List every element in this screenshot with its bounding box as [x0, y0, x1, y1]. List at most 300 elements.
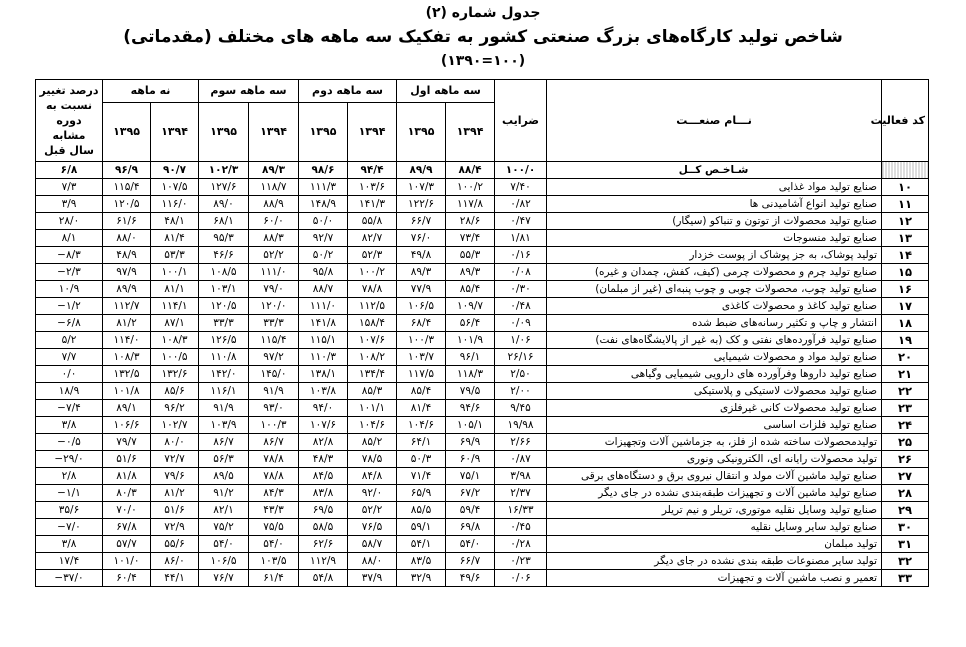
q3-1394-value: ۱۴۵/۰ — [249, 366, 299, 383]
header-pct-change: درصد تغییر نسبت به دوره مشابه سال قبل — [36, 80, 103, 162]
pct-change-value: ۲/۸ — [36, 468, 103, 485]
industry-name: صنایع تولید محصولات لاستیکی و پلاستیکی — [547, 383, 882, 400]
9m-1395-value: ۱۰۸/۳ — [103, 349, 151, 366]
9m-1395-value: ۸۹/۱ — [103, 400, 151, 417]
q3-1395-value: ۸۶/۷ — [199, 434, 249, 451]
q1-1395-value: ۱۰۶/۵ — [397, 298, 446, 315]
q3-1394-value: ۹۷/۲ — [249, 349, 299, 366]
industry-name: تولید مبلمان — [547, 536, 882, 553]
activity-code: ۲۰ — [882, 349, 929, 366]
q2-1394-value: ۱۰۱/۱ — [348, 400, 397, 417]
9m-1394-value: ۷۲/۷ — [151, 451, 199, 468]
q3-1395-value: ۹۱/۹ — [199, 400, 249, 417]
q1-1394-value: ۱۰۹/۷ — [446, 298, 495, 315]
table-row — [36, 400, 929, 417]
9m-1395-value: ۱۳۲/۵ — [103, 366, 151, 383]
coefficient: ۱۰۰/۰ — [495, 162, 547, 179]
activity-code: ۱۸ — [882, 315, 929, 332]
q3-1394-value: ۷۸/۸ — [249, 468, 299, 485]
9m-1395-value: ۸۱/۲ — [103, 315, 151, 332]
q3-1395-value: ۸۲/۱ — [199, 502, 249, 519]
q2-1395-value: ۵۰/۲ — [299, 247, 348, 264]
industrial-index-table — [35, 79, 929, 587]
q1-1394-value: ۷۵/۱ — [446, 468, 495, 485]
q3-1394-value: ۶۰/۰ — [249, 213, 299, 230]
coefficient: ۰/۳۰ — [495, 281, 547, 298]
q2-1394-value: ۸۴/۸ — [348, 468, 397, 485]
9m-1395-value: ۹۷/۹ — [103, 264, 151, 281]
q3-1395-value: ۱۰۳/۱ — [199, 281, 249, 298]
q1-1395-value: ۸۹/۳ — [397, 264, 446, 281]
q3-1395-value: ۸۹/۵ — [199, 468, 249, 485]
q2-1394-value: ۸۲/۷ — [348, 230, 397, 247]
table-row — [36, 332, 929, 349]
q1-1395-value: ۸۵/۴ — [397, 383, 446, 400]
table-row — [36, 230, 929, 247]
pct-change-value: ۳/۹ — [36, 196, 103, 213]
coefficient: ۰/۰۹ — [495, 315, 547, 332]
q3-1394-value: ۶۱/۴ — [249, 570, 299, 587]
q1-1394-value: ۶۹/۹ — [446, 434, 495, 451]
industry-name: تعمیر و نصب ماشین آلات و تجهیزات — [547, 570, 882, 587]
q1-1394-value: ۵۴/۰ — [446, 536, 495, 553]
industry-name: صنایع تولید وسایل نقلیه موتوری، تریلر و نیم تریلر — [547, 502, 882, 519]
q1-1394-value: ۱۱۸/۳ — [446, 366, 495, 383]
header-code: کد فعالیت — [882, 80, 929, 162]
q1-1395-value: ۶۵/۹ — [397, 485, 446, 502]
9m-1395-value: ۱۰۶/۶ — [103, 417, 151, 434]
table-body — [36, 162, 929, 587]
9m-1395-value: ۸۹/۹ — [103, 281, 151, 298]
activity-code: ۱۷ — [882, 298, 929, 315]
coefficient: ۰/۰۸ — [495, 264, 547, 281]
q1-1394-value: ۵۹/۴ — [446, 502, 495, 519]
q3-1395-value: ۷۶/۷ — [199, 570, 249, 587]
industry-name: صنایع تولید فرآورده‌های نفتی و کک (به غیر از پالایشگاه‌های نفت) — [547, 332, 882, 349]
industry-name: تولیدمحصولات ساخته شده از فلز، به جزماشین آلات وتجهیزات — [547, 434, 882, 451]
q3-1394-value: ۸۶/۷ — [249, 434, 299, 451]
q1-1395-value: ۷۶/۰ — [397, 230, 446, 247]
activity-code: ۱۴ — [882, 247, 929, 264]
q2-1395-value: ۱۰۷/۶ — [299, 417, 348, 434]
industry-name: صنایع تولید داروها وفرآورده های دارویی شیمیایی وگیاهی — [547, 366, 882, 383]
q1-1395-value: ۱۰۴/۶ — [397, 417, 446, 434]
9m-1394-value: ۸۰/۰ — [151, 434, 199, 451]
q1-1394-value: ۷۹/۵ — [446, 383, 495, 400]
activity-code: ۳۳ — [882, 570, 929, 587]
table-row — [36, 247, 929, 264]
table-row — [36, 468, 929, 485]
industry-name: صنایع تولید ماشین آلات مولد و انتقال نیروی برق و دستگاه‌های برقی — [547, 468, 882, 485]
q2-1394-value: ۸۵/۲ — [348, 434, 397, 451]
q2-1394-value: ۵۵/۸ — [348, 213, 397, 230]
9m-1394-value: ۱۰۸/۳ — [151, 332, 199, 349]
9m-1395-value: ۱۱۲/۷ — [103, 298, 151, 315]
q1-1394-value: ۴۹/۶ — [446, 570, 495, 587]
coefficient: ۲/۶۶ — [495, 434, 547, 451]
activity-code: ۲۲ — [882, 383, 929, 400]
9m-1394-value: ۱۰۲/۷ — [151, 417, 199, 434]
coefficient: ۰/۴۵ — [495, 519, 547, 536]
q3-1394-value: ۸۴/۳ — [249, 485, 299, 502]
q2-1394-value: ۵۸/۷ — [348, 536, 397, 553]
pct-change-value: ۶/۸− — [36, 315, 103, 332]
q1-1395-value: ۸۹/۹ — [397, 162, 446, 179]
total-row — [36, 162, 929, 179]
q3-1394-value: ۵۲/۲ — [249, 247, 299, 264]
q2-1394-value: ۱۳۴/۴ — [348, 366, 397, 383]
q1-1395-value: ۸۳/۵ — [397, 553, 446, 570]
table-title: شاخص تولید کارگاه‌های بزرگ صنعتی کشور به تفکیک سه ماهه های مختلف (مقدماتی) — [123, 27, 843, 47]
table-row — [36, 417, 929, 434]
q1-1394-value: ۱۱۷/۸ — [446, 196, 495, 213]
coefficient: ۲/۵۰ — [495, 366, 547, 383]
table-row — [36, 315, 929, 332]
table-row — [36, 485, 929, 502]
table-row — [36, 298, 929, 315]
industry-name: صنایع تولید محصولات از توتون و تنباکو (سیگار) — [547, 213, 882, 230]
q1-1395-value: ۱۲۲/۶ — [397, 196, 446, 213]
table-row — [36, 213, 929, 230]
q3-1395-value: ۸۹/۰ — [199, 196, 249, 213]
industry-name: تولید پوشاک، به جز پوشاک از پوست خزدار — [547, 247, 882, 264]
9m-1394-value: ۸۶/۰ — [151, 553, 199, 570]
coefficient: ۰/۸۷ — [495, 451, 547, 468]
9m-1394-value: ۱۰۰/۱ — [151, 264, 199, 281]
9m-1395-value: ۱۲۰/۵ — [103, 196, 151, 213]
industry-name: صنایع تولید ماشین آلات و تجهیزات طبقه‌بندی نشده در جای دیگر — [547, 485, 882, 502]
q3-1394-value: ۴۳/۳ — [249, 502, 299, 519]
q2-1395-value: ۹۲/۷ — [299, 230, 348, 247]
q2-1394-value: ۱۰۴/۶ — [348, 417, 397, 434]
coefficient: ۲۶/۱۶ — [495, 349, 547, 366]
9m-1394-value: ۱۱۶/۰ — [151, 196, 199, 213]
q2-1394-value: ۱۵۸/۴ — [348, 315, 397, 332]
activity-code: ۱۰ — [882, 179, 929, 196]
q2-1394-value: ۷۶/۵ — [348, 519, 397, 536]
9m-1394-value: ۴۴/۱ — [151, 570, 199, 587]
q2-1394-value: ۷۸/۵ — [348, 451, 397, 468]
q1-1395-value: ۱۰۳/۷ — [397, 349, 446, 366]
coefficient: ۱/۸۱ — [495, 230, 547, 247]
9m-1394-value: ۸۱/۴ — [151, 230, 199, 247]
q1-1395-value: ۷۷/۹ — [397, 281, 446, 298]
activity-code: ۱۵ — [882, 264, 929, 281]
q3-1395-value: ۹۵/۳ — [199, 230, 249, 247]
q3-1394-value: ۱۰۳/۵ — [249, 553, 299, 570]
q2-1394-value: ۸۵/۳ — [348, 383, 397, 400]
header-q3-1395: ۱۳۹۵ — [199, 103, 249, 162]
q3-1394-value: ۷۹/۰ — [249, 281, 299, 298]
q3-1395-value: ۱۱۰/۸ — [199, 349, 249, 366]
q2-1395-value: ۸۸/۷ — [299, 281, 348, 298]
q2-1394-value: ۷۸/۸ — [348, 281, 397, 298]
9m-1394-value: ۱۳۲/۶ — [151, 366, 199, 383]
industry-name: صنایع تولید مواد غذایی — [547, 179, 882, 196]
industry-name: صنایع تولید مواد و محصولات شیمیایی — [547, 349, 882, 366]
q2-1394-value: ۹۲/۰ — [348, 485, 397, 502]
coefficient: ۷/۴۰ — [495, 179, 547, 196]
table-row — [36, 502, 929, 519]
header-9month: نه ماهه — [103, 80, 199, 103]
industry-name: صنایع تولید سایر وسایل نقلیه — [547, 519, 882, 536]
pct-change-value: ۳۵/۶ — [36, 502, 103, 519]
9m-1394-value: ۵۳/۳ — [151, 247, 199, 264]
pct-change-value: ۸/۱ — [36, 230, 103, 247]
industry-name: صنایع تولید چوب، محصولات چوبی و چوب پنبه‌ای (غیر از مبلمان) — [547, 281, 882, 298]
q2-1394-value: ۱۰۸/۲ — [348, 349, 397, 366]
activity-code: ۱۲ — [882, 213, 929, 230]
q3-1394-value: ۸۸/۳ — [249, 230, 299, 247]
9m-1394-value: ۱۰۷/۵ — [151, 179, 199, 196]
q2-1394-value: ۱۰۷/۶ — [348, 332, 397, 349]
q3-1394-value: ۹۱/۹ — [249, 383, 299, 400]
q3-1395-value: ۱۰۳/۹ — [199, 417, 249, 434]
q2-1395-value: ۹۸/۶ — [299, 162, 348, 179]
industry-name: انتشار و چاپ و تکثیر رسانه‌های ضبط شده — [547, 315, 882, 332]
q1-1395-value: ۸۱/۴ — [397, 400, 446, 417]
9m-1395-value: ۷۹/۷ — [103, 434, 151, 451]
coefficient: ۰/۲۳ — [495, 553, 547, 570]
q3-1394-value: ۱۲۰/۰ — [249, 298, 299, 315]
header-q1-1394: ۱۳۹۴ — [446, 103, 495, 162]
q1-1394-value: ۵۶/۴ — [446, 315, 495, 332]
coefficient: ۱۹/۹۸ — [495, 417, 547, 434]
q3-1394-value: ۹۳/۰ — [249, 400, 299, 417]
9m-1394-value: ۵۵/۶ — [151, 536, 199, 553]
q1-1394-value: ۶۷/۲ — [446, 485, 495, 502]
q3-1395-value: ۱۴۲/۰ — [199, 366, 249, 383]
q1-1394-value: ۲۸/۶ — [446, 213, 495, 230]
header-q2-1395: ۱۳۹۵ — [299, 103, 348, 162]
q3-1395-value: ۱۲۶/۵ — [199, 332, 249, 349]
industry-name: صنایع تولید منسوجات — [547, 230, 882, 247]
q3-1394-value: ۵۴/۰ — [249, 536, 299, 553]
q1-1394-value: ۹۶/۱ — [446, 349, 495, 366]
coefficient: ۱۶/۳۳ — [495, 502, 547, 519]
9m-1394-value: ۸۷/۱ — [151, 315, 199, 332]
q1-1394-value: ۸۸/۴ — [446, 162, 495, 179]
q2-1394-value: ۵۲/۳ — [348, 247, 397, 264]
industry-name: صنایع تولید انواع آشامیدنی ها — [547, 196, 882, 213]
9m-1394-value: ۸۱/۲ — [151, 485, 199, 502]
pct-change-value: ۳۷/۰− — [36, 570, 103, 587]
header-q3: سه ماهه سوم — [199, 80, 299, 103]
table-row — [36, 383, 929, 400]
q1-1395-value: ۱۰۰/۳ — [397, 332, 446, 349]
activity-code: ۱۹ — [882, 332, 929, 349]
q3-1395-value: ۹۱/۲ — [199, 485, 249, 502]
q3-1395-value: ۵۶/۳ — [199, 451, 249, 468]
activity-code: ۳۱ — [882, 536, 929, 553]
header-q2: سه ماهه دوم — [299, 80, 397, 103]
9m-1394-value: ۴۸/۱ — [151, 213, 199, 230]
activity-code: ۲۶ — [882, 451, 929, 468]
q2-1395-value: ۱۰۳/۸ — [299, 383, 348, 400]
q2-1395-value: ۱۱۱/۰ — [299, 298, 348, 315]
coefficient: ۱/۰۶ — [495, 332, 547, 349]
pct-change-value: ۱۸/۹ — [36, 383, 103, 400]
coefficient: ۰/۴۸ — [495, 298, 547, 315]
coefficient: ۰/۰۶ — [495, 570, 547, 587]
q1-1394-value: ۶۶/۷ — [446, 553, 495, 570]
pct-change-value: ۰/۰ — [36, 366, 103, 383]
coefficient: ۰/۲۸ — [495, 536, 547, 553]
table-row — [36, 196, 929, 213]
q2-1394-value: ۳۷/۹ — [348, 570, 397, 587]
q2-1395-value: ۸۲/۸ — [299, 434, 348, 451]
pct-change-value: ۲/۳− — [36, 264, 103, 281]
9m-1394-value: ۸۵/۶ — [151, 383, 199, 400]
q3-1395-value: ۱۲۰/۵ — [199, 298, 249, 315]
q2-1395-value: ۱۴۱/۸ — [299, 315, 348, 332]
9m-1395-value: ۵۷/۷ — [103, 536, 151, 553]
q3-1394-value: ۱۱۵/۴ — [249, 332, 299, 349]
activity-code: ۲۸ — [882, 485, 929, 502]
pct-change-value: ۵/۲ — [36, 332, 103, 349]
q2-1395-value: ۱۳۸/۱ — [299, 366, 348, 383]
activity-code: ۲۳ — [882, 400, 929, 417]
header-q3-1394: ۱۳۹۴ — [249, 103, 299, 162]
pct-change-value: ۲۹/۰− — [36, 451, 103, 468]
q1-1395-value: ۷۱/۴ — [397, 468, 446, 485]
q2-1394-value: ۵۲/۲ — [348, 502, 397, 519]
q2-1395-value: ۵۴/۸ — [299, 570, 348, 587]
activity-code: ۲۵ — [882, 434, 929, 451]
industry-name: صنایع تولید محصولات کانی غیرفلزی — [547, 400, 882, 417]
q2-1395-value: ۵۰/۰ — [299, 213, 348, 230]
q2-1394-value: ۹۴/۴ — [348, 162, 397, 179]
industry-name: صنایع تولید کاغذ و محصولات کاغذی — [547, 298, 882, 315]
q3-1395-value: ۴۶/۶ — [199, 247, 249, 264]
industry-name: تولید سایر مصنوعات طبقه بندی نشده در جای دیگر — [547, 553, 882, 570]
table-row — [36, 451, 929, 468]
table-row — [36, 366, 929, 383]
9m-1394-value: ۹۶/۲ — [151, 400, 199, 417]
coefficient: ۲/۳۷ — [495, 485, 547, 502]
q3-1395-value: ۱۲۷/۶ — [199, 179, 249, 196]
q1-1394-value: ۸۵/۴ — [446, 281, 495, 298]
pct-change-value: ۶/۸ — [36, 162, 103, 179]
pct-change-value: ۲۸/۰ — [36, 213, 103, 230]
coefficient: ۹/۴۵ — [495, 400, 547, 417]
q2-1394-value: ۱۰۳/۶ — [348, 179, 397, 196]
activity-code: ۲۷ — [882, 468, 929, 485]
q2-1395-value: ۸۴/۵ — [299, 468, 348, 485]
q1-1395-value: ۴۹/۸ — [397, 247, 446, 264]
q2-1395-value: ۱۱۱/۳ — [299, 179, 348, 196]
q3-1394-value: ۷۵/۵ — [249, 519, 299, 536]
q2-1395-value: ۹۴/۰ — [299, 400, 348, 417]
9m-1394-value: ۵۱/۶ — [151, 502, 199, 519]
9m-1395-value: ۸۱/۸ — [103, 468, 151, 485]
q3-1395-value: ۷۵/۲ — [199, 519, 249, 536]
table-row — [36, 553, 929, 570]
q3-1394-value: ۱۱۱/۰ — [249, 264, 299, 281]
q1-1394-value: ۶۰/۹ — [446, 451, 495, 468]
table-row — [36, 264, 929, 281]
coefficient: ۳/۹۸ — [495, 468, 547, 485]
activity-code: ۲۹ — [882, 502, 929, 519]
q3-1395-value: ۵۴/۰ — [199, 536, 249, 553]
table-row — [36, 281, 929, 298]
9m-1394-value: ۱۱۴/۱ — [151, 298, 199, 315]
q1-1394-value: ۷۳/۴ — [446, 230, 495, 247]
q1-1394-value: ۵۵/۳ — [446, 247, 495, 264]
q2-1395-value: ۱۱۲/۹ — [299, 553, 348, 570]
q2-1394-value: ۸۸/۰ — [348, 553, 397, 570]
q2-1394-value: ۱۰۰/۲ — [348, 264, 397, 281]
header-9m-1395: ۱۳۹۵ — [103, 103, 151, 162]
q2-1395-value: ۱۴۸/۹ — [299, 196, 348, 213]
table-row — [36, 570, 929, 587]
header-q1-1395: ۱۳۹۵ — [397, 103, 446, 162]
9m-1395-value: ۸۰/۳ — [103, 485, 151, 502]
table-number: جدول شماره (۲) — [425, 5, 541, 21]
activity-code: ۲۱ — [882, 366, 929, 383]
industry-name: شـاخـص کــل — [547, 162, 882, 179]
activity-code: ۳۲ — [882, 553, 929, 570]
9m-1395-value: ۱۱۵/۴ — [103, 179, 151, 196]
coefficient: ۰/۱۶ — [495, 247, 547, 264]
pct-change-value: ۳/۸ — [36, 417, 103, 434]
header-coefficient: ضرایب — [495, 80, 547, 162]
coefficient: ۰/۸۲ — [495, 196, 547, 213]
q1-1394-value: ۸۹/۳ — [446, 264, 495, 281]
header-q2-1394: ۱۳۹۴ — [348, 103, 397, 162]
activity-code: ۲۴ — [882, 417, 929, 434]
9m-1395-value: ۵۱/۶ — [103, 451, 151, 468]
q3-1394-value: ۱۰۰/۳ — [249, 417, 299, 434]
q3-1394-value: ۸۹/۳ — [249, 162, 299, 179]
q1-1394-value: ۱۰۰/۲ — [446, 179, 495, 196]
q2-1395-value: ۵۸/۵ — [299, 519, 348, 536]
q3-1394-value: ۱۱۸/۷ — [249, 179, 299, 196]
q2-1395-value: ۱۱۰/۳ — [299, 349, 348, 366]
q1-1395-value: ۶۸/۴ — [397, 315, 446, 332]
q3-1395-value: ۱۱۶/۱ — [199, 383, 249, 400]
q3-1395-value: ۱۰۲/۳ — [199, 162, 249, 179]
9m-1395-value: ۸۸/۰ — [103, 230, 151, 247]
q2-1395-value: ۶۹/۵ — [299, 502, 348, 519]
table-row — [36, 519, 929, 536]
table-row — [36, 179, 929, 196]
pct-change-value: ۱/۲− — [36, 298, 103, 315]
q2-1395-value: ۸۳/۸ — [299, 485, 348, 502]
q1-1395-value: ۵۴/۱ — [397, 536, 446, 553]
pct-change-value: ۷/۷ — [36, 349, 103, 366]
pct-change-value: ۱۷/۴ — [36, 553, 103, 570]
q2-1395-value: ۹۵/۸ — [299, 264, 348, 281]
q1-1394-value: ۱۰۵/۱ — [446, 417, 495, 434]
q1-1395-value: ۱۱۷/۵ — [397, 366, 446, 383]
q2-1395-value: ۱۱۵/۱ — [299, 332, 348, 349]
q3-1395-value: ۱۰۶/۵ — [199, 553, 249, 570]
pct-change-value: ۸/۳− — [36, 247, 103, 264]
q1-1395-value: ۶۴/۱ — [397, 434, 446, 451]
9m-1395-value: ۶۷/۸ — [103, 519, 151, 536]
activity-code: ۱۳ — [882, 230, 929, 247]
base-year: (۱۰۰=۱۳۹۰) — [440, 53, 526, 69]
q3-1394-value: ۳۳/۳ — [249, 315, 299, 332]
q3-1394-value: ۸۸/۹ — [249, 196, 299, 213]
9m-1394-value: ۱۰۰/۵ — [151, 349, 199, 366]
table-row — [36, 434, 929, 451]
q1-1395-value: ۵۹/۱ — [397, 519, 446, 536]
industry-name: صنایع تولید چرم و محصولات چرمی (کیف، کفش، چمدان و غیره) — [547, 264, 882, 281]
q3-1394-value: ۷۸/۸ — [249, 451, 299, 468]
pct-change-value: ۳/۸ — [36, 536, 103, 553]
